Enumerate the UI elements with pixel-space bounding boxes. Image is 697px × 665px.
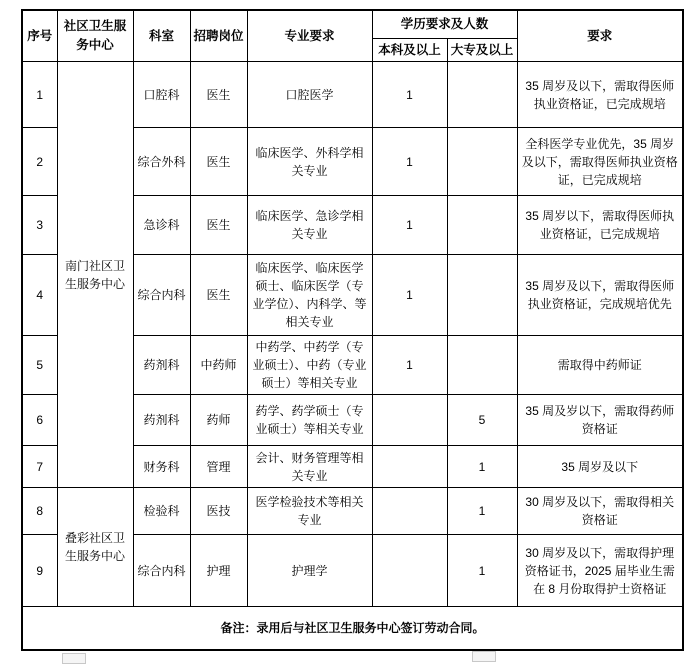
cell-department: 药剂科 [133,336,190,395]
note-text: 备注：录用后与社区卫生服务中心签订劳动合同。 [22,607,683,650]
cell-major: 会计、财务管理等相关专业 [247,446,372,488]
cell-serial-number: 9 [22,535,57,607]
cell-department: 综合内科 [133,255,190,336]
cell-college-count: 1 [447,446,517,488]
cell-serial-number: 6 [22,395,57,446]
cell-position: 医生 [190,196,247,255]
cell-major: 口腔医学 [247,62,372,128]
cell-requirement: 全科医学专业优先，35 周岁及以下，需取得医师执业资格证，已完成规培 [517,128,683,196]
cell-requirement: 35 周及岁以下，需取得药师资格证 [517,395,683,446]
header-serial-number: 序号 [22,10,57,62]
header-department: 科室 [133,10,190,62]
header-position: 招聘岗位 [190,10,247,62]
table-resize-handle [62,653,86,664]
cell-position: 中药师 [190,336,247,395]
cell-position: 医生 [190,128,247,196]
cell-college-count: 1 [447,488,517,535]
cell-serial-number: 8 [22,488,57,535]
table-resize-handle [472,651,496,662]
cell-bachelor-count: 1 [372,196,447,255]
cell-bachelor-count: 1 [372,255,447,336]
cell-requirement: 35 周岁及以下 [517,446,683,488]
cell-position: 护理 [190,535,247,607]
table-note-row [22,607,683,650]
cell-department: 急诊科 [133,196,190,255]
cell-bachelor-count [372,488,447,535]
table-row [22,62,683,128]
cell-position: 药师 [190,395,247,446]
header-health-center: 社区卫生服务中心 [57,10,133,62]
cell-department: 检验科 [133,488,190,535]
cell-college-count [447,196,517,255]
cell-bachelor-count [372,535,447,607]
cell-department: 综合外科 [133,128,190,196]
cell-serial-number: 7 [22,446,57,488]
cell-serial-number: 3 [22,196,57,255]
cell-major: 临床医学、外科学相关专业 [247,128,372,196]
header-education-group: 学历要求及人数 [372,10,517,38]
table-row [22,488,683,535]
cell-bachelor-count [372,395,447,446]
cell-college-count [447,128,517,196]
cell-major: 药学、药学硕士（专业硕士）等相关专业 [247,395,372,446]
cell-major: 临床医学、临床医学硕士、临床医学（专业学位）、内科学、等相关专业 [247,255,372,336]
cell-college-count: 5 [447,395,517,446]
cell-major: 临床医学、急诊学相关专业 [247,196,372,255]
header-bachelor-and-above: 本科及以上 [372,38,447,62]
cell-requirement: 35 周岁及以下，需取得医师执业资格证，完成规培优先 [517,255,683,336]
cell-requirement: 30 周岁及以下，需取得相关资格证 [517,488,683,535]
cell-position: 管理 [190,446,247,488]
cell-major: 医学检验技术等相关专业 [247,488,372,535]
cell-college-count [447,255,517,336]
cell-bachelor-count: 1 [372,336,447,395]
cell-college-count [447,62,517,128]
cell-major: 中药学、中药学（专业硕士）、中药（专业硕士）等相关专业 [247,336,372,395]
cell-department: 综合内科 [133,535,190,607]
cell-college-count [447,336,517,395]
cell-serial-number: 4 [22,255,57,336]
cell-health-center-diecai: 叠彩社区卫生服务中心 [57,488,133,607]
cell-department: 口腔科 [133,62,190,128]
cell-major: 护理学 [247,535,372,607]
cell-position: 医生 [190,255,247,336]
cell-requirement: 35 周岁以下，需取得医师执业资格证，已完成规培 [517,196,683,255]
recruitment-table [21,9,684,651]
cell-department: 财务科 [133,446,190,488]
header-major-requirement: 专业要求 [247,10,372,62]
cell-requirement: 30 周岁及以下，需取得护理资格证书，2025 届毕业生需在 8 月份取得护士资格证 [517,535,683,607]
cell-serial-number: 5 [22,336,57,395]
cell-serial-number: 1 [22,62,57,128]
cell-position: 医技 [190,488,247,535]
cell-serial-number: 2 [22,128,57,196]
cell-college-count: 1 [447,535,517,607]
cell-bachelor-count: 1 [372,128,447,196]
header-college-and-above: 大专及以上 [447,38,517,62]
header-requirement: 要求 [517,10,683,62]
cell-requirement: 需取得中药师证 [517,336,683,395]
cell-department: 药剂科 [133,395,190,446]
cell-bachelor-count: 1 [372,62,447,128]
cell-requirement: 35 周岁及以下，需取得医师执业资格证，已完成规培 [517,62,683,128]
cell-position: 医生 [190,62,247,128]
cell-bachelor-count [372,446,447,488]
cell-health-center-nanmen: 南门社区卫生服务中心 [57,62,133,488]
